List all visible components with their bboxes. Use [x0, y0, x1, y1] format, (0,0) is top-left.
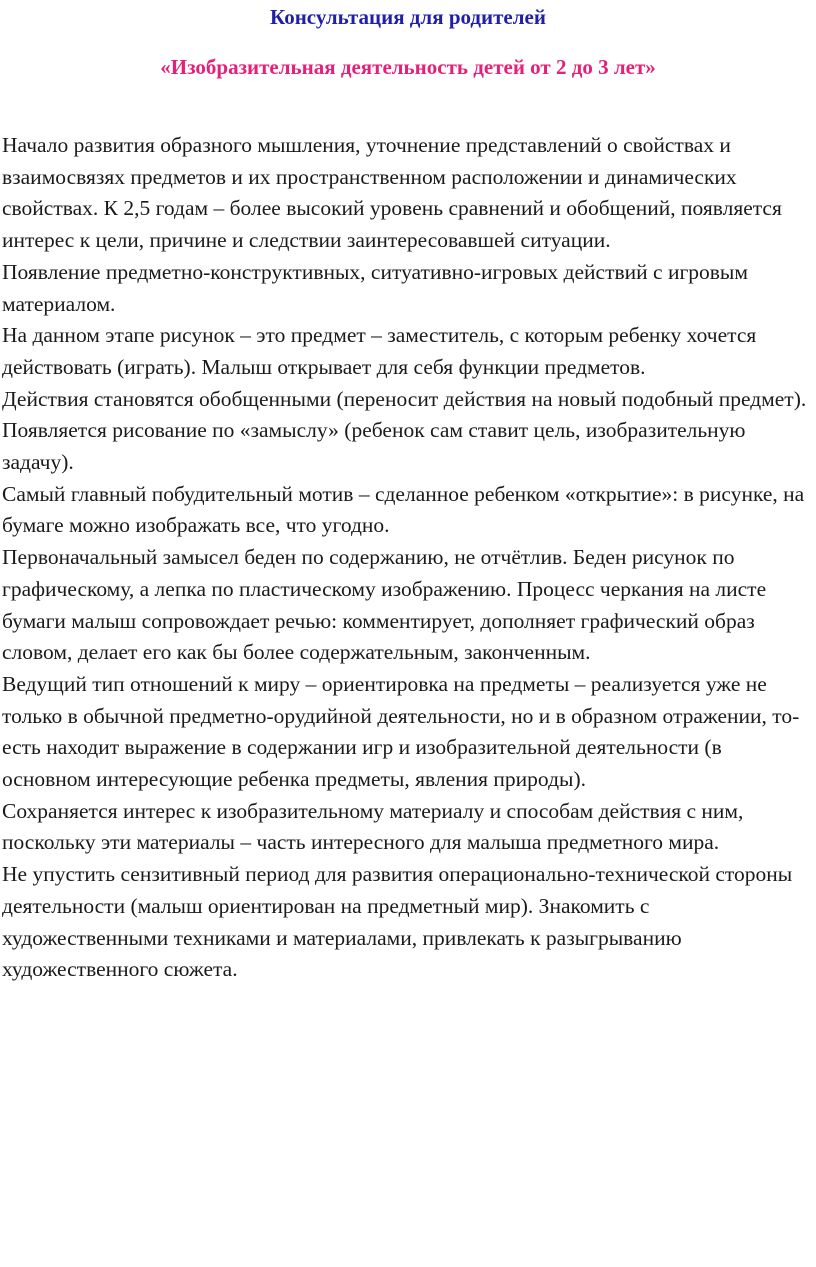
paragraph-3: На данном этапе рисунок – это предмет – заместитель, с которым ребенку хочется действовать (играть). Малыш открывает для себя функции предметов. [2, 323, 757, 379]
paragraph-9: Не упустить сензитивный период для развития операционально-технической стороны деятельности (малыш ориентирован на предметный мир). Знакомить с художественными техниками и материалами, привлекать к разыгрыванию художественного сюжета. [2, 862, 793, 982]
paragraph-1: Начало развития образного мышления, уточнение представлений о свойствах и взаимосвязях предметов и их пространственном расположении и динамических свойствах. К 2,5 годам – более высокий уровень сравнений и обобщений, появляется интерес к цели, причине и следствии заинтересовавшей ситуации. [2, 133, 782, 253]
paragraph-5: Самый главный побудительный мотив – сделанное ребенком «открытие»: в рисунке, на бумаге можно изображать все, что угодно. [2, 481, 805, 538]
document-subtitle: «Изобразительная деятельность детей от 2 до 3 лет» [160, 55, 656, 79]
paragraph-2: Появление предметно-конструктивных, ситуативно-игровых действий с игровым материалом. [2, 259, 748, 316]
document-body [2, 130, 814, 986]
document-title: Консультация для родителей [270, 5, 546, 29]
paragraph-7: Ведущий тип отношений к миру – ориентировка на предметы – реализуется уже не только в обычной предметно-орудийной деятельности, но и в образном отражении, то-есть находит выражение в содержании игр и изобразительной деятельности (в основном интересующие ребенка предметы, явления природы). [2, 671, 800, 792]
paragraph-4: Действия становятся обобщенными (переносит действия на новый подобный предмет). Появляется рисование по «замыслу» (ребенок сам ставит цель, изобразительную задачу). [2, 386, 807, 475]
paragraph-6: Первоначальный замысел беден по содержанию, не отчётлив. Беден рисунок по графическому, а лепка по пластическому изображению. Процесс черкания на листе бумаги малыш сопровождает речью: комментирует, дополняет графический образ словом, делает его как бы более содержательным, законченным. [2, 545, 767, 665]
paragraph-8: Сохраняется интерес к изобразительному материалу и способам действия с ним, поскольку эти материалы – часть интересного для малыша предметного мира. [2, 798, 744, 855]
